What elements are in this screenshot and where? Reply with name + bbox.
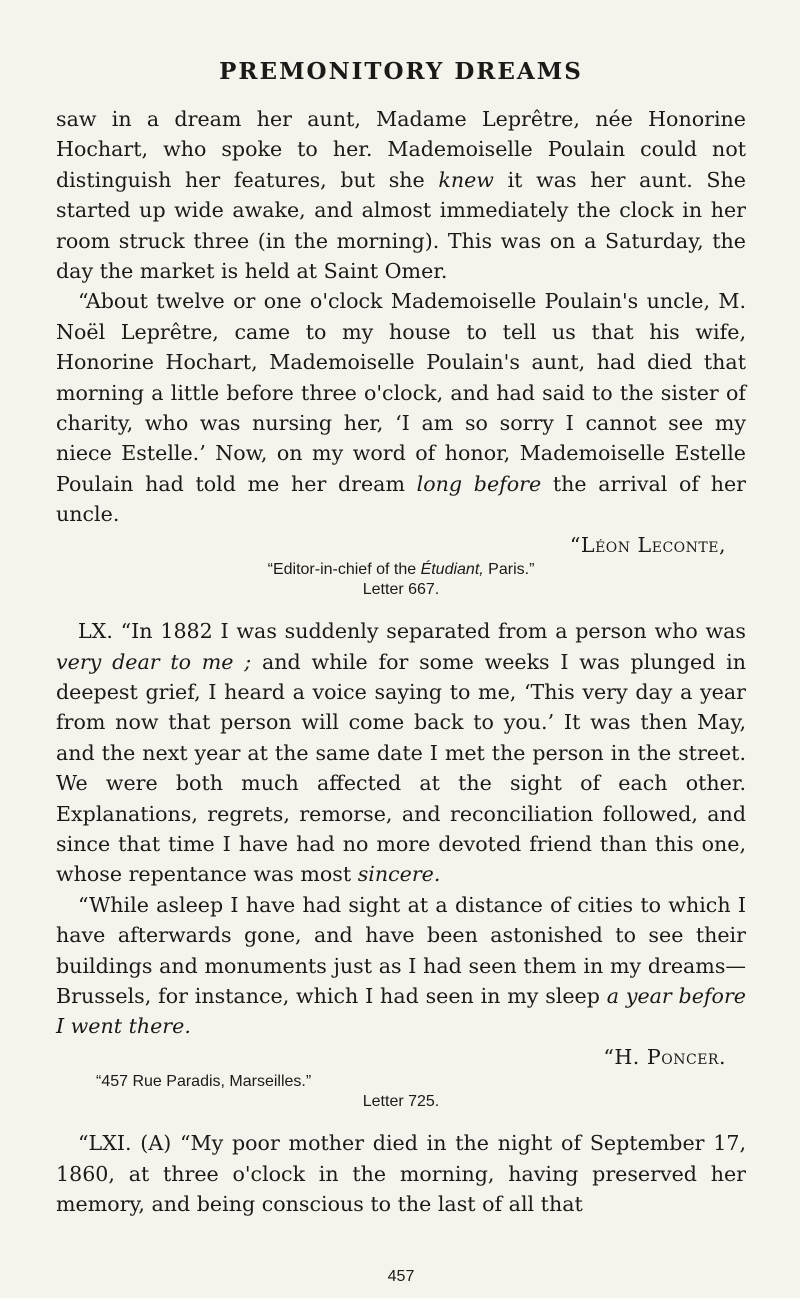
emphasis: a year before I went there. [56,983,746,1039]
text-run: the arrival of her uncle. [56,471,746,527]
signature-title: “Editor-in-chief of the Étudiant, Paris.” [267,561,535,579]
running-header: PREMONITORY DREAMS [219,58,583,85]
emphasis: knew [438,167,494,192]
signature-name: “Léon Leconte, [569,532,726,557]
letter-number: Letter 667. [362,581,440,599]
emphasis: very dear to me ; [56,649,252,674]
text-run: saw in a dream her aunt, Madame Leprêtre, née Honorine Hochart, who spoke to her. Mademoiselle Poulain could not distinguish her features, but she [56,107,746,192]
text-run: it was her aunt. She started up wide awake, and almost immediately the clock in her room struck three (in the morning). This was on a Saturday, the day the market is held at Saint Omer. [56,167,746,284]
signature-address: “457 Rue Paradis, Marseilles.” [96,1073,312,1091]
signature-address-row [56,1072,746,1092]
body-text [56,104,746,1219]
paragraph [56,104,746,286]
emphasis: sincere. [357,862,441,887]
letter-number: Letter 725. [362,1093,440,1111]
emphasis: long before [416,471,542,496]
page-number: 457 [387,1268,415,1285]
spacer [56,600,746,616]
paragraph: “While asleep I have had sight at a distance of cities to which I have afterwards gone, and have been astonished to see their buildings and monuments just as I had seen them in my dreams—Brussels, for instance, which I had seen in my sleep a year before I went there. [56,892,746,1039]
text-run: “About twelve or one o'clock Mademoiselle Poulain's uncle, M. Noël Leprêtre, came to my house to tell us that his wife, Honorine Hochart, Mademoiselle Poulain's aunt, had died that morning a little before three o'clock, and had said to the sister of charity, who was nursing her, ‘I am so sorry I cannot see my niece Estelle.’ Now, on my word of honor, Mademoiselle Estelle Poulain had told me her dream [56,289,746,496]
paragraph: LX. “In 1882 I was suddenly separated from a person who was very dear to me ; and while for some weeks I was plunged in deepest grief, I heard a voice saying to me, ‘This very day a year from now that person will come back to you.’ It was then May, and the next year at the same date I met the person in the street. We were both much affected at the sight of each other. Explanations, regrets, remorse, and reconciliation followed, and since that time I have had no more devoted friend than this one, whose repentance was most sincere. [56,619,746,887]
paragraph: “LXI. (A) “My poor mother died in the night of September 17, 1860, at three o'clock in the morning, having preserved her memory, and being conscious to the last of all that [56,1131,746,1216]
paragraph [56,286,746,529]
spacer [56,1112,746,1128]
signature-name: “H. Poncer. [603,1044,726,1069]
